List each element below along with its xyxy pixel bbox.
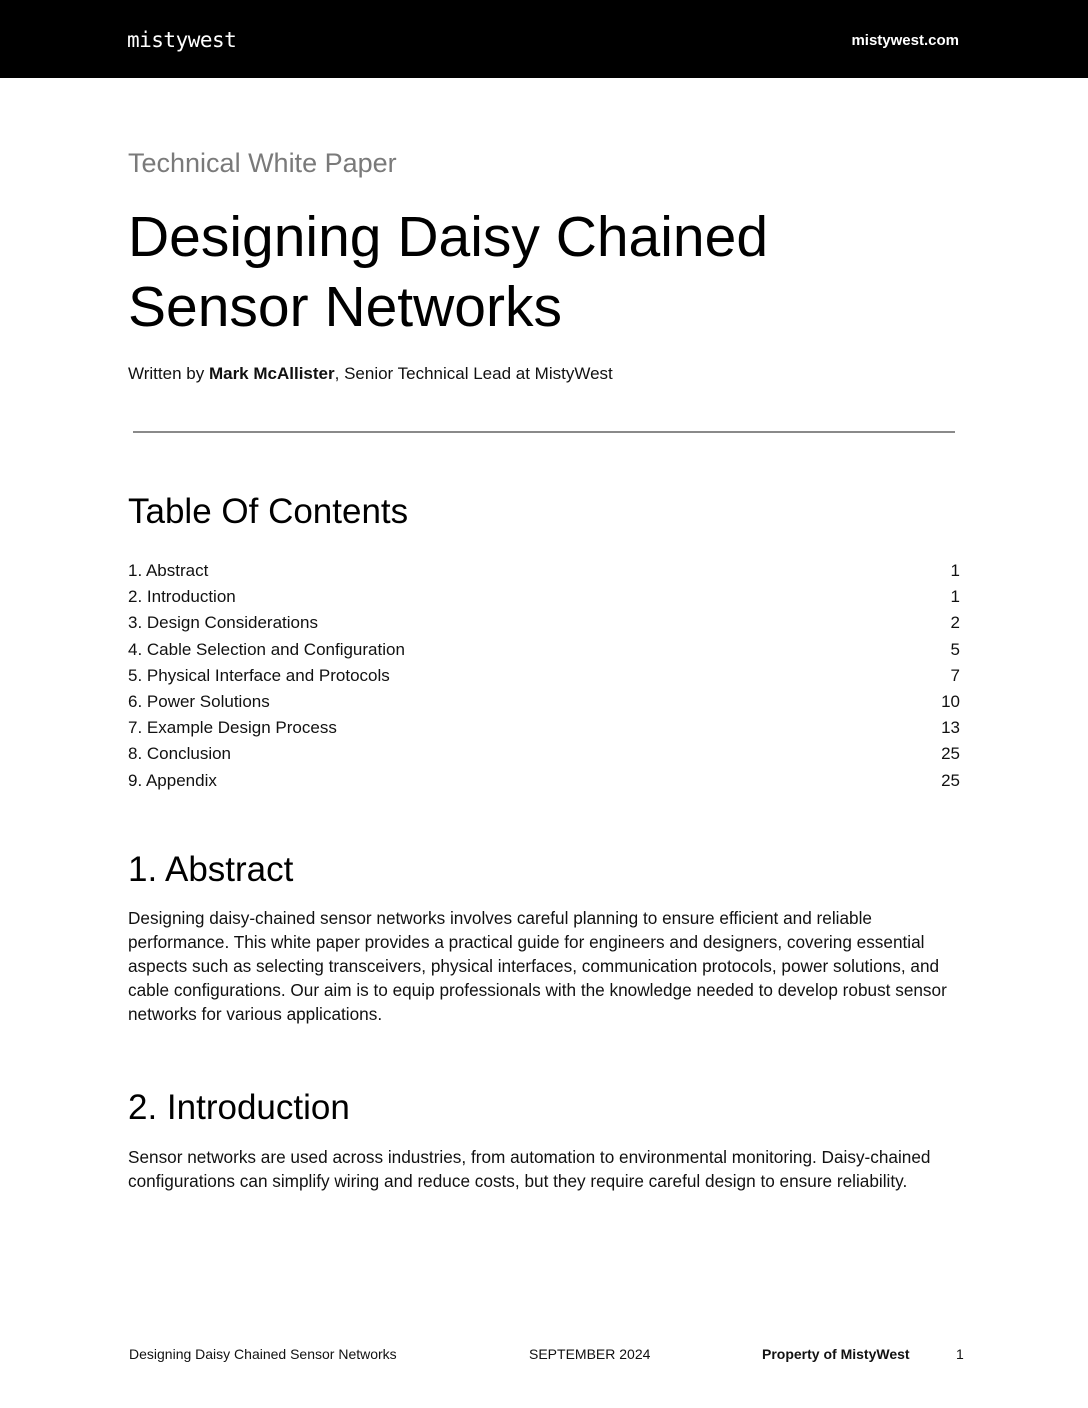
- footer-property: Property of MistyWest: [762, 1346, 910, 1362]
- toc-item-label: 7. Example Design Process: [128, 718, 337, 738]
- toc-item[interactable]: [128, 768, 960, 794]
- brand-logo[interactable]: mistywest: [127, 28, 237, 52]
- divider: [133, 431, 955, 433]
- toc-item-page: 7: [950, 665, 960, 685]
- toc-item-label: 1. Abstract: [128, 561, 209, 580]
- footer-title: Designing Daisy Chained Sensor Networks: [129, 1346, 397, 1362]
- toc-item-page: 5: [950, 639, 960, 659]
- toc-item[interactable]: [128, 663, 960, 689]
- site-link[interactable]: mistywest.com: [851, 32, 959, 49]
- page-number: 1: [956, 1346, 964, 1362]
- toc-item[interactable]: [128, 741, 960, 767]
- toc-item-page: 25: [941, 770, 960, 790]
- toc-item-label: 8. Conclusion: [128, 744, 232, 764]
- byline-prefix: Written by: [128, 364, 205, 383]
- author-name: Mark McAllister: [208, 364, 335, 383]
- document-type: Technical White Paper: [128, 148, 397, 178]
- toc-item[interactable]: [128, 610, 960, 636]
- toc-item-label: 2. Introduction: [128, 587, 236, 607]
- top-bar: [0, 0, 1088, 78]
- toc-item[interactable]: [128, 689, 960, 715]
- toc-item-label: 9. Appendix: [128, 770, 217, 790]
- toc-item-page: 10: [941, 691, 960, 711]
- footer-date: SEPTEMBER 2024: [529, 1346, 651, 1362]
- document-title: Designing Daisy Chained Sensor Networks: [128, 205, 769, 339]
- byline: [128, 364, 613, 384]
- toc-item-label: 6. Power Solutions: [128, 691, 270, 711]
- toc-item[interactable]: [128, 584, 960, 610]
- abstract-body: Designing daisy-chained sensor networks involves careful planning to ensure efficient and reliable performance. This white paper provides a practical guide for engineers and designers, covering essential aspects such as selecting transceivers, physical interfaces, communication protocols, power solutions, and cable configurations. Our aim is to equip professionals with the knowledge needed to develop robust sensor networks for various applications.: [128, 908, 947, 1024]
- toc-item-page: 13: [941, 718, 960, 738]
- toc-item-label: 4. Cable Selection and Configuration: [128, 639, 405, 659]
- introduction-body: Sensor networks are used across industries, from automation to environmental monitoring. Daisy-chained configurations can simplify wiring and reduce costs, but they require careful design to ensure reliability.: [128, 1147, 931, 1191]
- introduction-heading: 2. Introduction: [128, 1088, 350, 1127]
- toc-item[interactable]: [128, 558, 960, 584]
- toc-heading: Table Of Contents: [128, 492, 409, 531]
- table-of-contents: [128, 558, 960, 794]
- toc-item-label: 3. Design Considerations: [128, 613, 318, 633]
- abstract-heading: 1. Abstract: [128, 850, 294, 889]
- toc-item-label: 5. Physical Interface and Protocols: [128, 665, 390, 685]
- toc-item[interactable]: [128, 715, 960, 741]
- toc-item-page: 25: [941, 744, 960, 764]
- byline-suffix: , Senior Technical Lead at MistyWest: [334, 364, 613, 383]
- toc-item-page: 2: [950, 613, 960, 633]
- toc-item-page: 1: [950, 587, 960, 607]
- toc-item[interactable]: [128, 637, 960, 663]
- toc-item-page: 1: [950, 561, 960, 580]
